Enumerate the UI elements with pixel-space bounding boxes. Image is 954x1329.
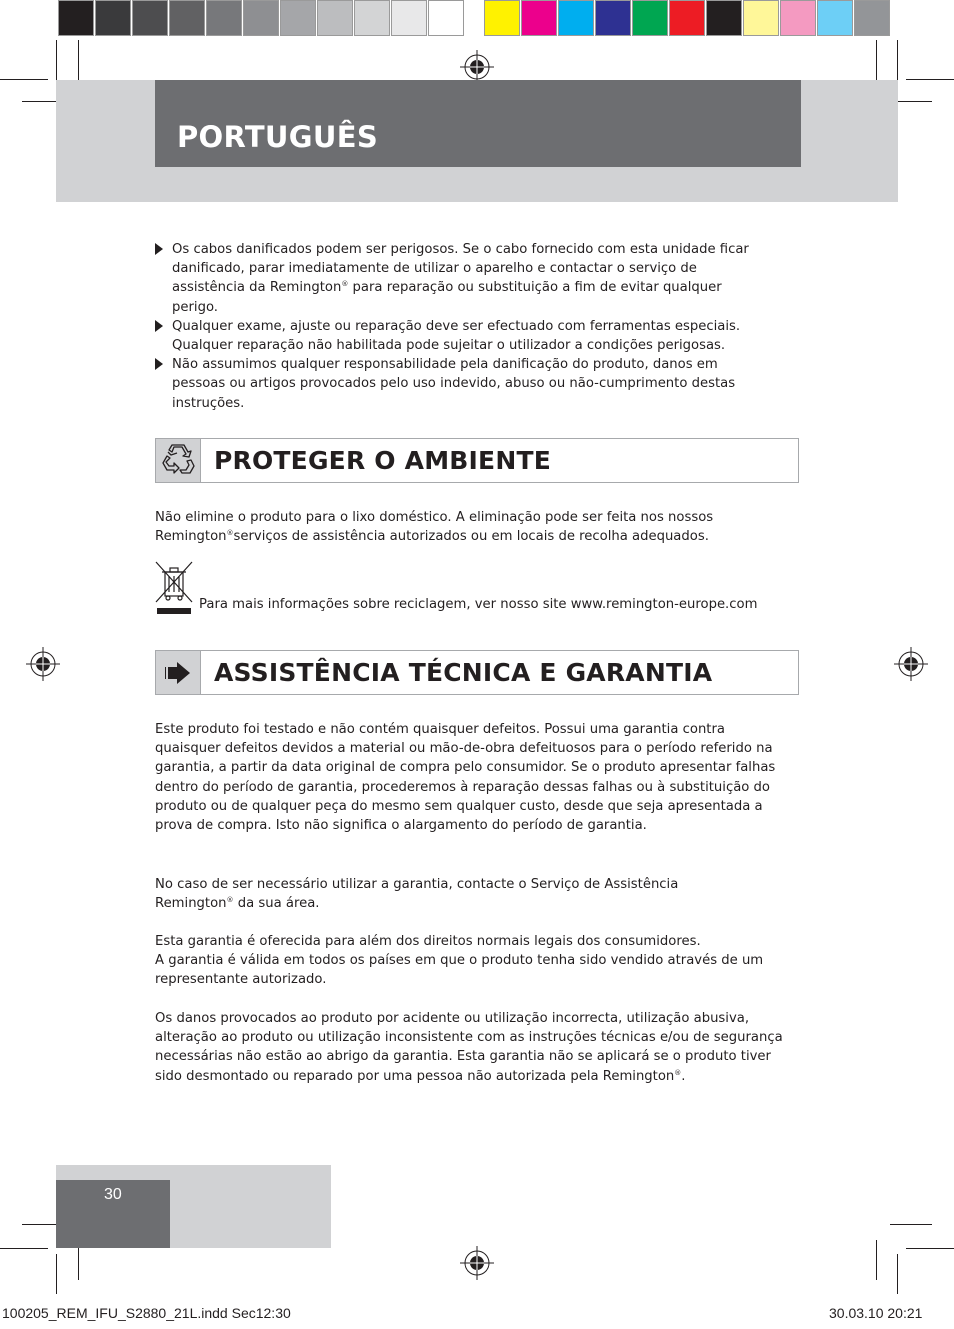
warranty-paragraph-4: Os danos provocados ao produto por acidente ou utilização incorrecta, utilização abusiva, alteração ao produto ou utilização inconsistente com as instruções técnicas e/ou de segurança necessárias não estão ao abrigo da garantia. Esta garantia não se aplicará se o produto tiver sido desmontado ou reparado por uma pessoa não autorizada pela Remington®. <box>155 1011 783 1084</box>
gray-swatch-3 <box>132 0 168 36</box>
crop-mark <box>906 79 954 80</box>
color-swatch-1 <box>484 0 520 36</box>
gray-swatch-10 <box>391 0 427 36</box>
page-title: PORTUGUÊS <box>177 120 379 154</box>
gray-swatch-11 <box>428 0 464 36</box>
color-swatch-7 <box>706 0 742 36</box>
color-swatch-6 <box>669 0 705 36</box>
recycling-info-text: Para mais informações sobre reciclagem, ver nosso site www.remington-europe.com <box>199 597 758 612</box>
gray-swatch-2 <box>95 0 131 36</box>
color-swatch-5 <box>632 0 668 36</box>
gray-swatch-5 <box>206 0 242 36</box>
section-icon-box <box>156 439 201 482</box>
list-item: Os cabos danificados podem ser perigosos. Se o cabo fornecido com esta unidade ficar danificado, parar imediatamente de utilizar o aparelho e contactar o serviço de assistência da Remington® para reparação ou substituição a fim de evitar qualquer perigo. <box>155 240 765 317</box>
color-swatch-4 <box>595 0 631 36</box>
registration-mark-icon <box>26 647 60 681</box>
registration-mark-icon <box>460 50 494 84</box>
environment-paragraph: Não elimine o produto para o lixo doméstico. A eliminação pode ser feita nos nossos Remington®serviços de assistência autorizados ou em locais de recolha adequados. <box>155 510 714 545</box>
color-swatch-2 <box>521 0 557 36</box>
page-number-box <box>56 1180 170 1248</box>
environment-section-header <box>155 438 799 483</box>
list-item: Não assumimos qualquer responsabilidade pela danificação do produto, danos em pessoas ou artigos provocados pelo uso indevido, abuso ou não-cumprimento destas instruções. <box>155 355 765 413</box>
color-swatch-3 <box>558 0 594 36</box>
registration-mark-icon <box>460 1246 494 1280</box>
list-item: Qualquer exame, ajuste ou reparação deve ser efectuado com ferramentas especiais. Qualquer reparação não habilitada pode sujeitar o utilizador a condições perigosas. <box>155 317 765 355</box>
gray-swatch-8 <box>317 0 353 36</box>
crop-mark <box>0 79 48 80</box>
crop-mark <box>0 1248 48 1249</box>
gray-swatch-6 <box>243 0 279 36</box>
service-section-header <box>155 650 799 695</box>
color-swatch-9 <box>780 0 816 36</box>
crop-mark <box>56 40 57 80</box>
crop-mark <box>897 1254 898 1294</box>
color-swatch-8 <box>743 0 779 36</box>
arrow-right-icon <box>163 661 193 685</box>
section-icon-box <box>156 651 201 694</box>
header-title-box <box>155 80 801 167</box>
recycle-icon <box>160 443 196 479</box>
file-slug: 100205_REM_IFU_S2880_21L.indd Sec12:30 <box>2 1305 291 1321</box>
crop-mark <box>876 1240 877 1280</box>
grayscale-swatch-strip <box>58 0 465 38</box>
color-swatch-11 <box>854 0 890 36</box>
date-slug: 30.03.10 20:21 <box>829 1305 923 1321</box>
gray-swatch-7 <box>280 0 316 36</box>
color-swatch-strip <box>484 0 891 38</box>
crossed-bin-icon <box>153 560 195 616</box>
crop-mark <box>890 1224 932 1225</box>
crop-mark <box>906 1248 954 1249</box>
gray-swatch-9 <box>354 0 390 36</box>
safety-bullet-list <box>155 240 765 413</box>
warranty-paragraph-2: No caso de ser necessário utilizar a garantia, contacte o Serviço de Assistência Remington® da sua área. <box>155 877 679 912</box>
warranty-paragraph-3: Esta garantia é oferecida para além dos direitos normais legais dos consumidores. A garantia é válida em todos os países em que o produto tenha sido vendido através de um representante autorizado. <box>155 934 764 988</box>
registration-mark-icon <box>894 647 928 681</box>
crop-mark <box>897 40 898 80</box>
bullet-arrow-icon <box>155 358 163 370</box>
section-title: ASSISTÊNCIA TÉCNICA E GARANTIA <box>214 658 713 687</box>
crop-mark <box>56 1254 57 1294</box>
bullet-arrow-icon <box>155 320 163 332</box>
bullet-arrow-icon <box>155 243 163 255</box>
color-swatch-10 <box>817 0 853 36</box>
gray-swatch-1 <box>58 0 94 36</box>
section-title: PROTEGER O AMBIENTE <box>214 446 551 475</box>
gray-swatch-4 <box>169 0 205 36</box>
warranty-paragraph-1: Este produto foi testado e não contém quaisquer defeitos. Possui uma garantia contra quaisquer defeitos devidos a material ou mão-de-obra defeituosos para o período referido na garantia, a partir da data original de compra pelo consumidor. Se o produto apresentar falhas dentro do período de garantia, procederemos à reparação dessas falhas ou à substituição do produto ou de qualquer peça do mesmo sem qualquer custo, desde que seja apresentada a prova de compra. Isto não significa o alargamento do período de garantia. <box>155 722 776 834</box>
page-number: 30 <box>104 1186 122 1203</box>
